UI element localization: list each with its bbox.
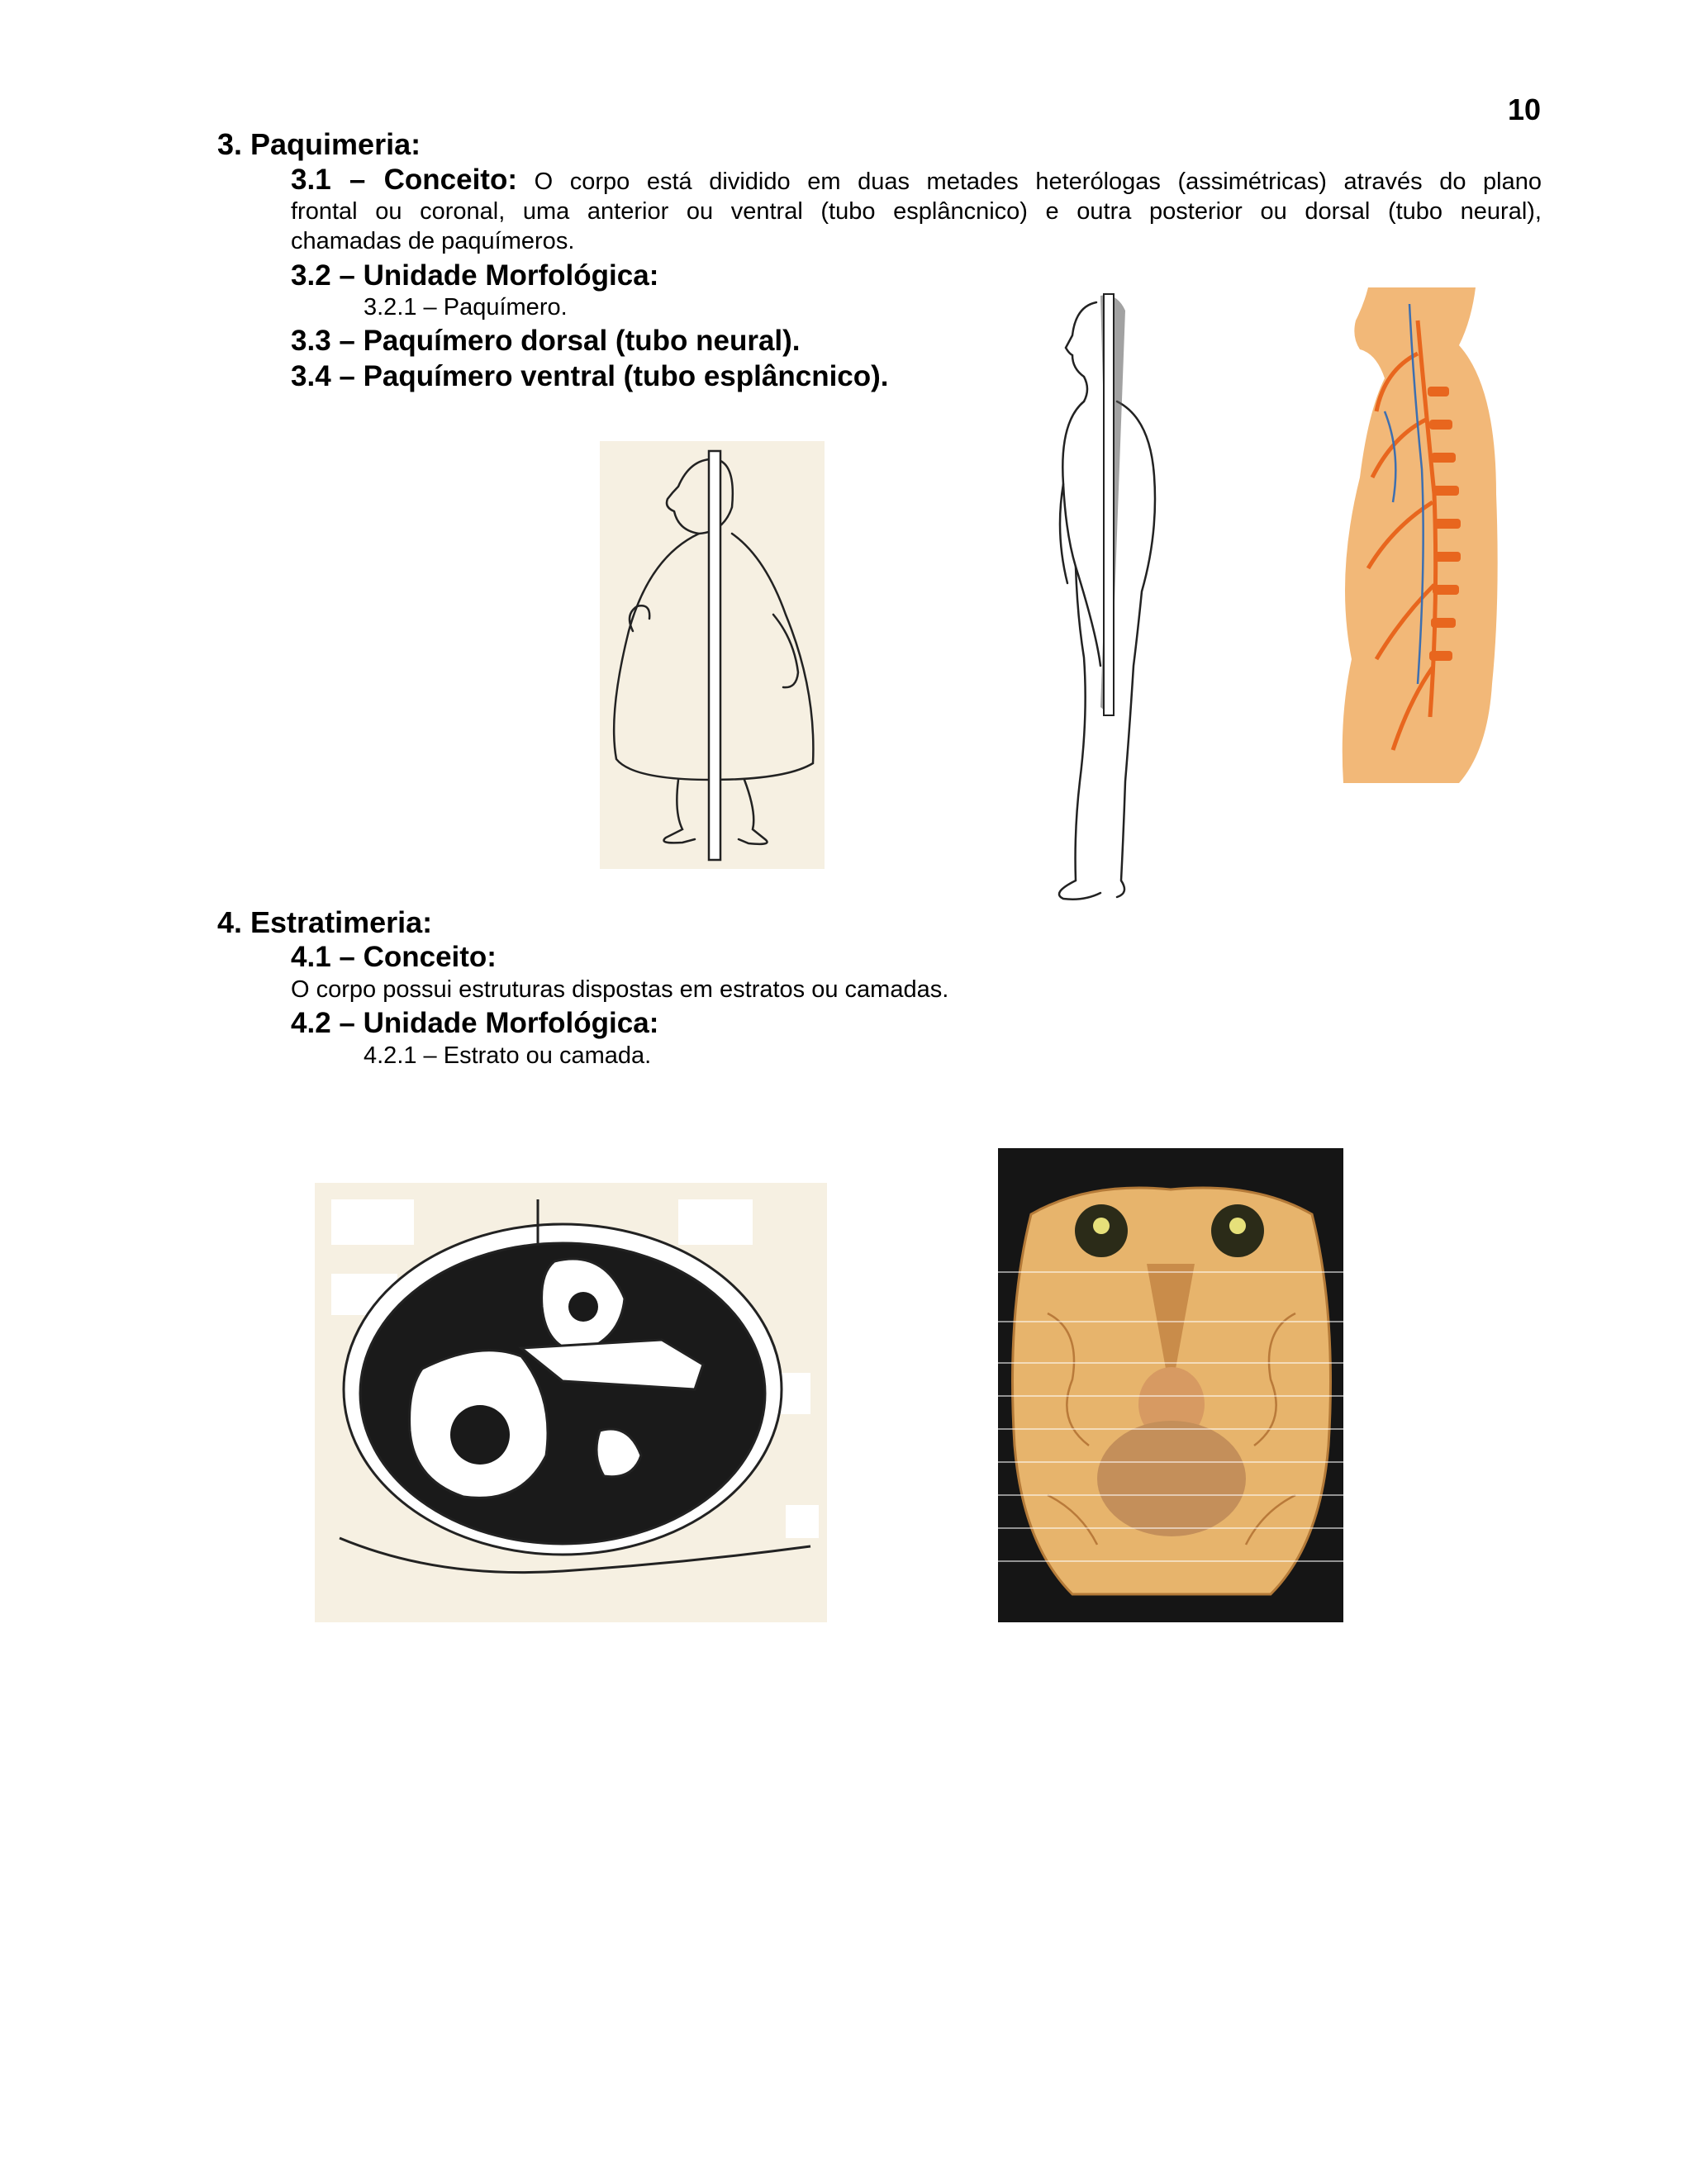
cartoon-man-figure [600, 441, 825, 869]
section-3-unit-heading: 3.2 – Unidade Morfológica: [291, 259, 659, 292]
section-4-concept-text: O corpo possui estruturas dispostas em estratos ou camadas. [291, 976, 949, 1003]
concept-line-1 [291, 165, 1542, 197]
section-4-title: 4. Estratimeria: [217, 905, 433, 939]
section-3-unit-item: 3.2.1 – Paquímero. [364, 294, 568, 320]
concept-line-2: frontal ou coronal, uma anterior ou ventral (tubo esplâncnico) e outra posterior ou dorsal (tubo neural), [291, 198, 1542, 225]
limb-cross-section-drawing [315, 1183, 827, 1622]
concept-line-3: chamadas de paquímeros. [291, 228, 575, 254]
section-3-ventral: 3.4 – Paquímero ventral (tubo esplâncnico). [291, 360, 889, 392]
limb-cross-section-figure [315, 1183, 827, 1622]
section-3-title: 3. Paquimeria: [217, 127, 421, 161]
page-number: 10 [1508, 93, 1542, 126]
section-3-dorsal: 3.3 – Paquímero dorsal (tubo neural). [291, 325, 801, 357]
nervous-system-drawing [1335, 287, 1509, 783]
standing-man-figure [1018, 286, 1200, 914]
concept-text-1: O corpo está dividido em duas metades heterólogas (assimétricas) através do plano [534, 169, 1542, 195]
section-4-unit-item: 4.2.1 – Estrato ou camada. [364, 1042, 652, 1069]
section-4-concept-heading: 4.1 – Conceito: [291, 941, 497, 973]
concept-heading: 3.1 – Conceito: [291, 164, 518, 196]
section-4-unit-heading: 4.2 – Unidade Morfológica: [291, 1007, 659, 1039]
nervous-system-figure [1335, 287, 1509, 783]
brain-section-drawing [998, 1148, 1343, 1622]
standing-man-drawing [1018, 286, 1200, 914]
section-3-concept [291, 165, 1542, 256]
cartoon-man-drawing [600, 441, 825, 869]
brain-section-figure [998, 1148, 1343, 1622]
